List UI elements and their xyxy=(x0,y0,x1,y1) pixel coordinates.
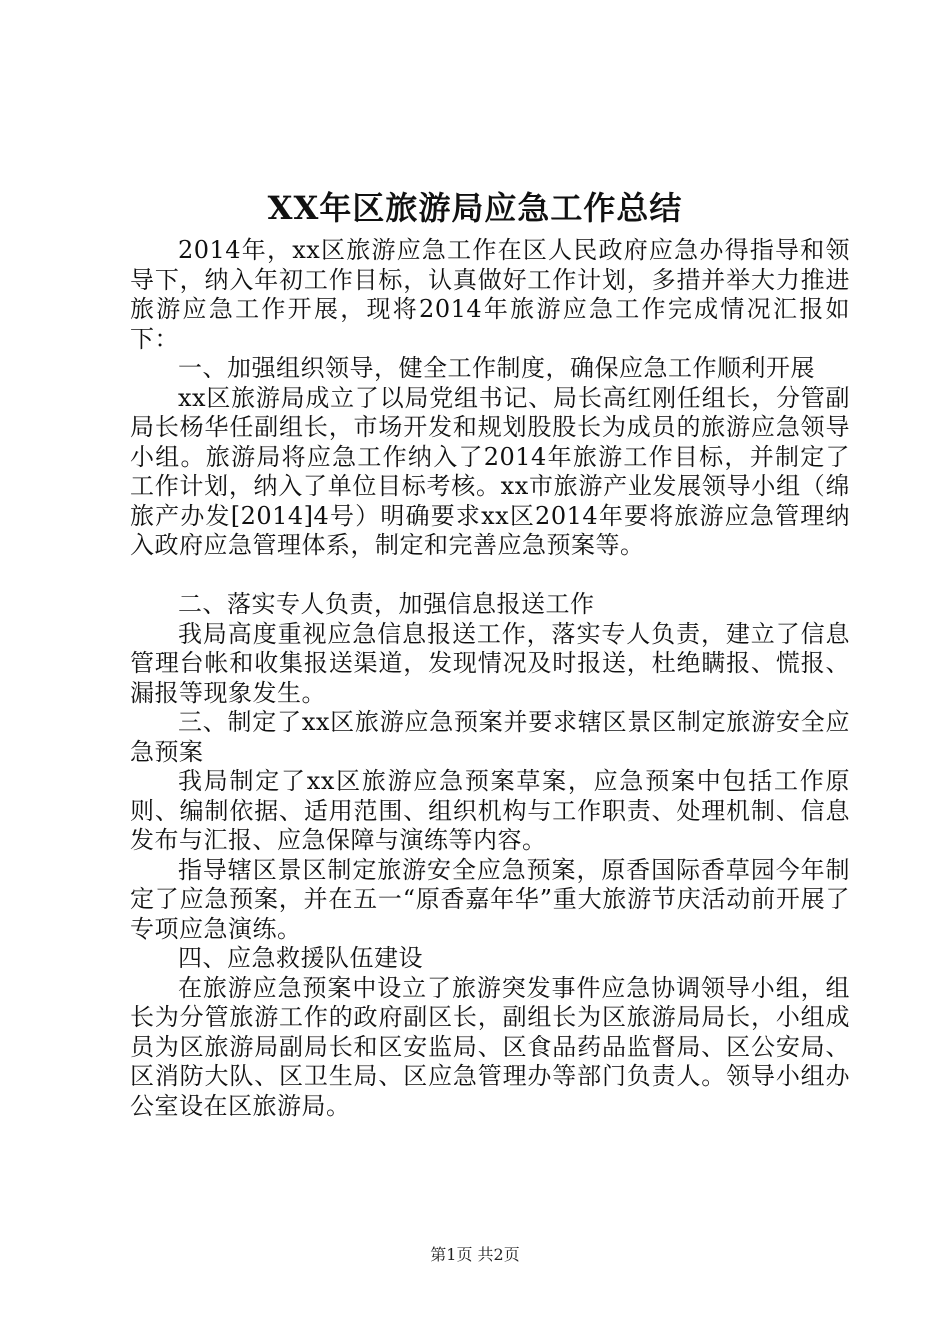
section-3-paragraph-1: 我局制定了xx区旅游应急预案草案，应急预案中包括工作原则、编制依据、适用范围、组织机构与工作职责、处理机制、信息发布与汇报、应急保障与演练等内容。 xyxy=(130,767,850,854)
blank-line xyxy=(130,561,850,591)
section-heading-3: 三、制定了xx区旅游应急预案并要求辖区景区制定旅游安全应急预案 xyxy=(130,708,850,766)
section-heading-2: 二、落实专人负责，加强信息报送工作 xyxy=(178,590,595,618)
section-4-paragraph: 在旅游应急预案中设立了旅游突发事件应急协调领导小组，组长为分管旅游工作的政府副区长，副组长为区旅游局局长，小组成员为区旅游局副局长和区安监局、区食品药品监督局、区公安局、区消防大队、区卫生局、区应急管理办等部门负责人。领导小组办公室设在区旅游局。 xyxy=(130,973,850,1120)
document-body xyxy=(130,236,850,1121)
page-footer: 第1页 共2页 xyxy=(430,1245,520,1264)
section-1-paragraph: xx区旅游局成立了以局党组书记、局长高红刚任组长，分管副局长杨华任副组长，市场开发和规划股股长为成员的旅游应急领导小组。旅游局将应急工作纳入了2014年旅游工作目标，并制定了工作计划，纳入了单位目标考核。xx市旅游产业发展领导小组（绵旅产办发[2014]4号）明确要求xx区2014年要将旅游应急管理纳入政府应急管理体系，制定和完善应急预案等。 xyxy=(130,383,850,559)
intro-paragraph: 2014年，xx区旅游应急工作在区人民政府应急办得指导和领导下，纳入年初工作目标，认真做好工作计划，多措并举大力推进旅游应急工作开展，现将2014年旅游应急工作完成情况汇报如下： xyxy=(130,236,850,353)
section-3-paragraph-2: 指导辖区景区制定旅游安全应急预案，原香国际香草园今年制定了应急预案，并在五一“原香嘉年华”重大旅游节庆活动前开展了专项应急演练。 xyxy=(130,855,850,943)
section-2-paragraph: 我局高度重视应急信息报送工作，落实专人负责，建立了信息管理台帐和收集报送渠道，发现情况及时报送，杜绝瞒报、慌报、漏报等现象发生。 xyxy=(130,619,850,707)
document-title: XX年区旅游局应急工作总结 xyxy=(267,189,683,227)
section-heading-1: 一、加强组织领导，健全工作制度，确保应急工作顺利开展 xyxy=(178,354,815,382)
section-heading-4: 四、应急救援队伍建设 xyxy=(178,944,423,972)
